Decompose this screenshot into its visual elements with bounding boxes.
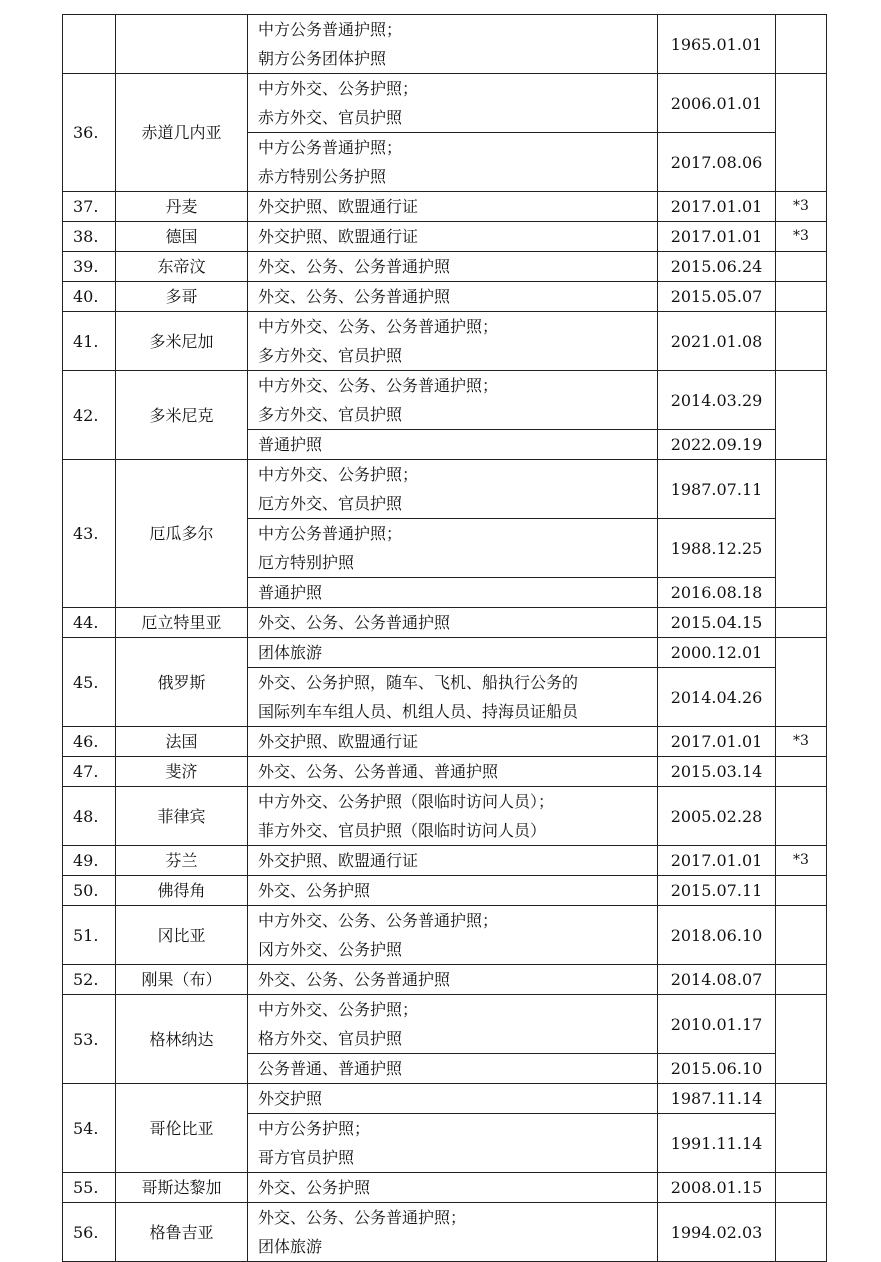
- note: [776, 757, 827, 787]
- country-name: 德国: [116, 222, 248, 252]
- passport-line: 中方外交、公务护照；: [258, 1000, 419, 1019]
- passport-line: 公务普通、普通护照: [258, 1059, 403, 1078]
- row-number: 39.: [63, 252, 116, 282]
- passport-line: 格方外交、官员护照: [258, 1029, 403, 1048]
- passport-line: 外交护照、欧盟通行证: [258, 197, 419, 216]
- passport-line: 外交护照: [258, 1089, 323, 1108]
- note: [776, 460, 827, 608]
- effective-date: 2017.01.01: [658, 727, 776, 757]
- passport-line: 普通护照: [258, 435, 323, 454]
- passport-types: [248, 1084, 658, 1114]
- passport-types: [248, 1054, 658, 1084]
- country-name: [116, 15, 248, 74]
- effective-date: 1988.12.25: [658, 519, 776, 578]
- table-row: [63, 1173, 827, 1203]
- country-name: 刚果（布）: [116, 965, 248, 995]
- country-name: 多米尼加: [116, 312, 248, 371]
- row-number: 51.: [63, 906, 116, 965]
- table-row: [63, 460, 827, 519]
- country-name: 东帝汶: [116, 252, 248, 282]
- passport-line: 赤方特别公务护照: [258, 167, 387, 186]
- country-name: 格鲁吉亚: [116, 1203, 248, 1262]
- row-number: 37.: [63, 192, 116, 222]
- passport-types: [248, 1173, 658, 1203]
- passport-line: 中方外交、公务、公务普通护照；: [258, 376, 499, 395]
- passport-types: [248, 995, 658, 1054]
- effective-date: 1987.07.11: [658, 460, 776, 519]
- row-number: 53.: [63, 995, 116, 1084]
- note: *3: [776, 222, 827, 252]
- passport-types: [248, 638, 658, 668]
- passport-line: 冈方外交、公务护照: [258, 940, 403, 959]
- passport-types: [248, 74, 658, 133]
- note: *3: [776, 192, 827, 222]
- passport-line: 哥方官员护照: [258, 1148, 355, 1167]
- passport-types: [248, 787, 658, 846]
- passport-types: [248, 608, 658, 638]
- passport-line: 外交护照、欧盟通行证: [258, 227, 419, 246]
- row-number: 45.: [63, 638, 116, 727]
- row-number: 42.: [63, 371, 116, 460]
- passport-types: [248, 222, 658, 252]
- visa-exemption-table: [62, 14, 827, 1262]
- passport-line: 菲方外交、官员护照（限临时访问人员）: [258, 821, 547, 840]
- passport-types: [248, 668, 658, 727]
- passport-line: 赤方外交、官员护照: [258, 108, 403, 127]
- table-row: [63, 638, 827, 668]
- effective-date: 2015.07.11: [658, 876, 776, 906]
- table-row: [63, 787, 827, 846]
- note: [776, 608, 827, 638]
- row-number: 49.: [63, 846, 116, 876]
- passport-line: 外交护照、欧盟通行证: [258, 851, 419, 870]
- country-name: 芬兰: [116, 846, 248, 876]
- note: [776, 252, 827, 282]
- table-row: [63, 727, 827, 757]
- passport-line: 中方公务普通护照；: [258, 138, 403, 157]
- passport-types: [248, 906, 658, 965]
- row-number: 46.: [63, 727, 116, 757]
- effective-date: 1987.11.14: [658, 1084, 776, 1114]
- effective-date: 1965.01.01: [658, 15, 776, 74]
- note: *3: [776, 727, 827, 757]
- passport-line: 外交、公务、公务普通护照: [258, 287, 451, 306]
- passport-line: 中方公务普通护照；: [258, 524, 403, 543]
- effective-date: 2014.08.07: [658, 965, 776, 995]
- table-row: [63, 757, 827, 787]
- passport-line: 外交、公务护照，随车、飞机、船执行公务的: [258, 673, 579, 692]
- row-number: 48.: [63, 787, 116, 846]
- country-name: 格林纳达: [116, 995, 248, 1084]
- passport-types: [248, 757, 658, 787]
- passport-line: 多方外交、官员护照: [258, 346, 403, 365]
- table-row: [63, 312, 827, 371]
- note: [776, 638, 827, 727]
- passport-line: 中方公务普通护照；: [258, 20, 403, 39]
- passport-types: [248, 727, 658, 757]
- passport-line: 外交、公务护照: [258, 1178, 371, 1197]
- effective-date: 2015.03.14: [658, 757, 776, 787]
- passport-line: 团体旅游: [258, 1237, 323, 1256]
- passport-types: [248, 282, 658, 312]
- passport-line: 朝方公务团体护照: [258, 49, 387, 68]
- note: [776, 1203, 827, 1262]
- row-number: 52.: [63, 965, 116, 995]
- passport-line: 中方外交、公务护照；: [258, 79, 419, 98]
- passport-types: [248, 460, 658, 519]
- country-name: 俄罗斯: [116, 638, 248, 727]
- passport-types: [248, 1203, 658, 1262]
- passport-line: 中方外交、公务、公务普通护照；: [258, 317, 499, 336]
- row-number: 50.: [63, 876, 116, 906]
- country-name: 哥斯达黎加: [116, 1173, 248, 1203]
- effective-date: 2015.06.24: [658, 252, 776, 282]
- table-body: [63, 15, 827, 1262]
- passport-line: 外交、公务、公务普通护照: [258, 613, 451, 632]
- table-row: [63, 252, 827, 282]
- passport-types: [248, 1114, 658, 1173]
- effective-date: 1991.11.14: [658, 1114, 776, 1173]
- country-name: 丹麦: [116, 192, 248, 222]
- effective-date: 2000.12.01: [658, 638, 776, 668]
- note: [776, 1084, 827, 1173]
- passport-types: [248, 965, 658, 995]
- effective-date: 1994.02.03: [658, 1203, 776, 1262]
- passport-line: 外交、公务、公务普通、普通护照: [258, 762, 499, 781]
- effective-date: 2018.06.10: [658, 906, 776, 965]
- passport-line: 中方外交、公务护照；: [258, 465, 419, 484]
- table-row: [63, 965, 827, 995]
- passport-line: 外交、公务、公务普通护照；: [258, 1208, 467, 1227]
- passport-line: 外交、公务、公务普通护照: [258, 257, 451, 276]
- row-number: 55.: [63, 1173, 116, 1203]
- passport-line: 团体旅游: [258, 643, 323, 662]
- note: [776, 371, 827, 460]
- country-name: 赤道几内亚: [116, 74, 248, 192]
- note: [776, 995, 827, 1084]
- passport-types: [248, 519, 658, 578]
- table-row: [63, 1084, 827, 1114]
- row-number: 56.: [63, 1203, 116, 1262]
- note: [776, 282, 827, 312]
- effective-date: 2017.08.06: [658, 133, 776, 192]
- note: [776, 965, 827, 995]
- table-row: [63, 192, 827, 222]
- row-number: 38.: [63, 222, 116, 252]
- row-number: 43.: [63, 460, 116, 608]
- effective-date: 2016.08.18: [658, 578, 776, 608]
- note: [776, 906, 827, 965]
- note: *3: [776, 846, 827, 876]
- table-row: [63, 846, 827, 876]
- country-name: 法国: [116, 727, 248, 757]
- passport-types: [248, 846, 658, 876]
- row-number: [63, 15, 116, 74]
- country-name: 多哥: [116, 282, 248, 312]
- effective-date: 2014.03.29: [658, 371, 776, 430]
- passport-types: [248, 133, 658, 192]
- passport-types: [248, 371, 658, 430]
- passport-line: 外交、公务护照: [258, 881, 371, 900]
- row-number: 41.: [63, 312, 116, 371]
- passport-types: [248, 876, 658, 906]
- effective-date: 2017.01.01: [658, 222, 776, 252]
- effective-date: 2015.05.07: [658, 282, 776, 312]
- passport-line: 外交护照、欧盟通行证: [258, 732, 419, 751]
- table-row: [63, 1203, 827, 1262]
- table-row: [63, 15, 827, 74]
- table-row: [63, 906, 827, 965]
- passport-types: [248, 15, 658, 74]
- row-number: 36.: [63, 74, 116, 192]
- table-row: [63, 222, 827, 252]
- passport-line: 厄方外交、官员护照: [258, 494, 403, 513]
- passport-line: 中方外交、公务、公务普通护照；: [258, 911, 499, 930]
- country-name: 厄立特里亚: [116, 608, 248, 638]
- table-row: [63, 74, 827, 133]
- passport-line: 普通护照: [258, 583, 323, 602]
- passport-line: 多方外交、官员护照: [258, 405, 403, 424]
- effective-date: 2022.09.19: [658, 430, 776, 460]
- table-row: [63, 995, 827, 1054]
- effective-date: 2014.04.26: [658, 668, 776, 727]
- country-name: 菲律宾: [116, 787, 248, 846]
- effective-date: 2015.06.10: [658, 1054, 776, 1084]
- passport-line: 外交、公务、公务普通护照: [258, 970, 451, 989]
- table-row: [63, 608, 827, 638]
- passport-types: [248, 312, 658, 371]
- passport-line: 中方外交、公务护照（限临时访问人员）；: [258, 792, 555, 811]
- table-row: [63, 371, 827, 430]
- effective-date: 2006.01.01: [658, 74, 776, 133]
- country-name: 哥伦比亚: [116, 1084, 248, 1173]
- note: [776, 876, 827, 906]
- table-row: [63, 876, 827, 906]
- effective-date: 2010.01.17: [658, 995, 776, 1054]
- note: [776, 1173, 827, 1203]
- passport-types: [248, 192, 658, 222]
- note: [776, 312, 827, 371]
- country-name: 冈比亚: [116, 906, 248, 965]
- country-name: 厄瓜多尔: [116, 460, 248, 608]
- note: [776, 74, 827, 192]
- passport-types: [248, 578, 658, 608]
- row-number: 44.: [63, 608, 116, 638]
- row-number: 40.: [63, 282, 116, 312]
- passport-line: 中方公务护照；: [258, 1119, 371, 1138]
- effective-date: 2008.01.15: [658, 1173, 776, 1203]
- passport-line: 国际列车车组人员、机组人员、持海员证船员: [258, 702, 579, 721]
- country-name: 多米尼克: [116, 371, 248, 460]
- effective-date: 2015.04.15: [658, 608, 776, 638]
- effective-date: 2017.01.01: [658, 192, 776, 222]
- row-number: 54.: [63, 1084, 116, 1173]
- note: [776, 787, 827, 846]
- effective-date: 2005.02.28: [658, 787, 776, 846]
- note: [776, 15, 827, 74]
- passport-types: [248, 430, 658, 460]
- country-name: 佛得角: [116, 876, 248, 906]
- effective-date: 2017.01.01: [658, 846, 776, 876]
- passport-types: [248, 252, 658, 282]
- row-number: 47.: [63, 757, 116, 787]
- country-name: 斐济: [116, 757, 248, 787]
- table-row: [63, 282, 827, 312]
- passport-line: 厄方特别护照: [258, 553, 355, 572]
- effective-date: 2021.01.08: [658, 312, 776, 371]
